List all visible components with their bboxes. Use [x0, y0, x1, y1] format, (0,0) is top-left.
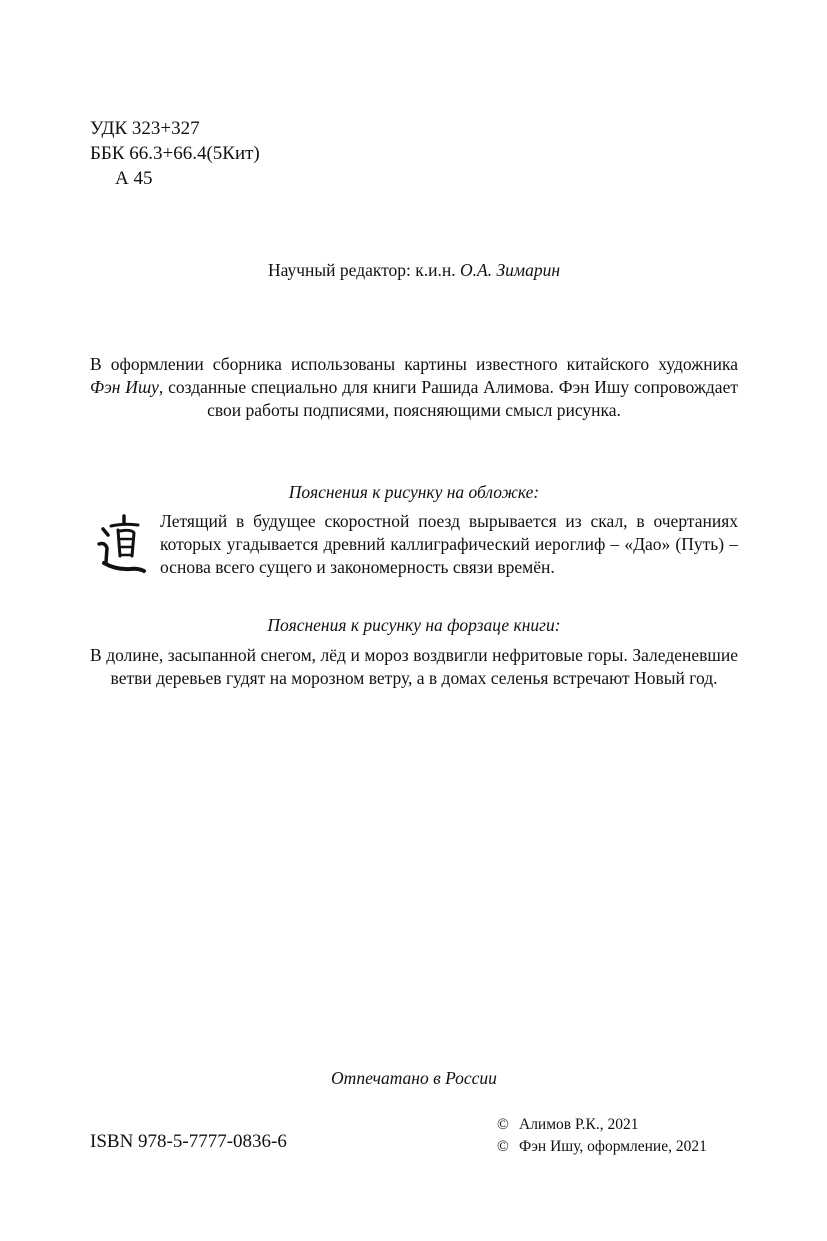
- bibliographic-codes: [90, 116, 260, 191]
- intro-artist: Фэн Ишу: [90, 377, 159, 397]
- copyright-line-author: [497, 1114, 707, 1136]
- intro-part2: , созданные специально для книги Рашида Алимова. Фэн Ишу сопровождает свои работы подписями, поясняющими смысл рисунка.: [158, 377, 738, 420]
- intro-part1: В оформлении сборника использованы картины известного китайского художника: [90, 354, 738, 374]
- intro-paragraph: [90, 353, 738, 422]
- copyright-icon: ©: [497, 1138, 509, 1155]
- dao-calligraphy-icon: [94, 512, 146, 582]
- copyright-icon: ©: [497, 1116, 509, 1133]
- printed-in-russia: Отпечатано в России: [331, 1068, 497, 1088]
- cover-text: Летящий в будущее скоростной поезд вырывается из скал, в очертаниях которых угадывается древний каллиграфический иероглиф – «Дао» (Путь) – основа всего сущего и закономерность связи времён.: [160, 511, 738, 577]
- cover-heading: Пояснения к рисунку на обложке:: [288, 482, 540, 502]
- isbn: ISBN 978-5-7777-0836-6: [90, 1131, 287, 1152]
- editor-name: О.А. Зимарин: [460, 260, 561, 280]
- copyright-line-design: [497, 1136, 707, 1158]
- bbk-code: ББК 66.3+66.4(5Кит): [90, 143, 260, 164]
- copyright-block: [497, 1114, 707, 1158]
- author-mark: А 45: [115, 168, 153, 189]
- copyright-author: Алимов Р.К., 2021: [519, 1116, 639, 1133]
- udk-code: УДК 323+327: [90, 118, 200, 139]
- endpaper-paragraph: В долине, засыпанной снегом, лёд и мороз воздвигли нефритовые горы. Заледеневшие ветви деревьев гудят на морозном ветру, а в домах селенья встречают Новый год.: [90, 645, 738, 688]
- copyright-design: Фэн Ишу, оформление, 2021: [519, 1138, 707, 1155]
- endpaper-heading: Пояснения к рисунку на форзаце книги:: [267, 615, 561, 635]
- scientific-editor: [90, 260, 738, 281]
- editor-prefix: Научный редактор: к.и.н.: [267, 260, 461, 280]
